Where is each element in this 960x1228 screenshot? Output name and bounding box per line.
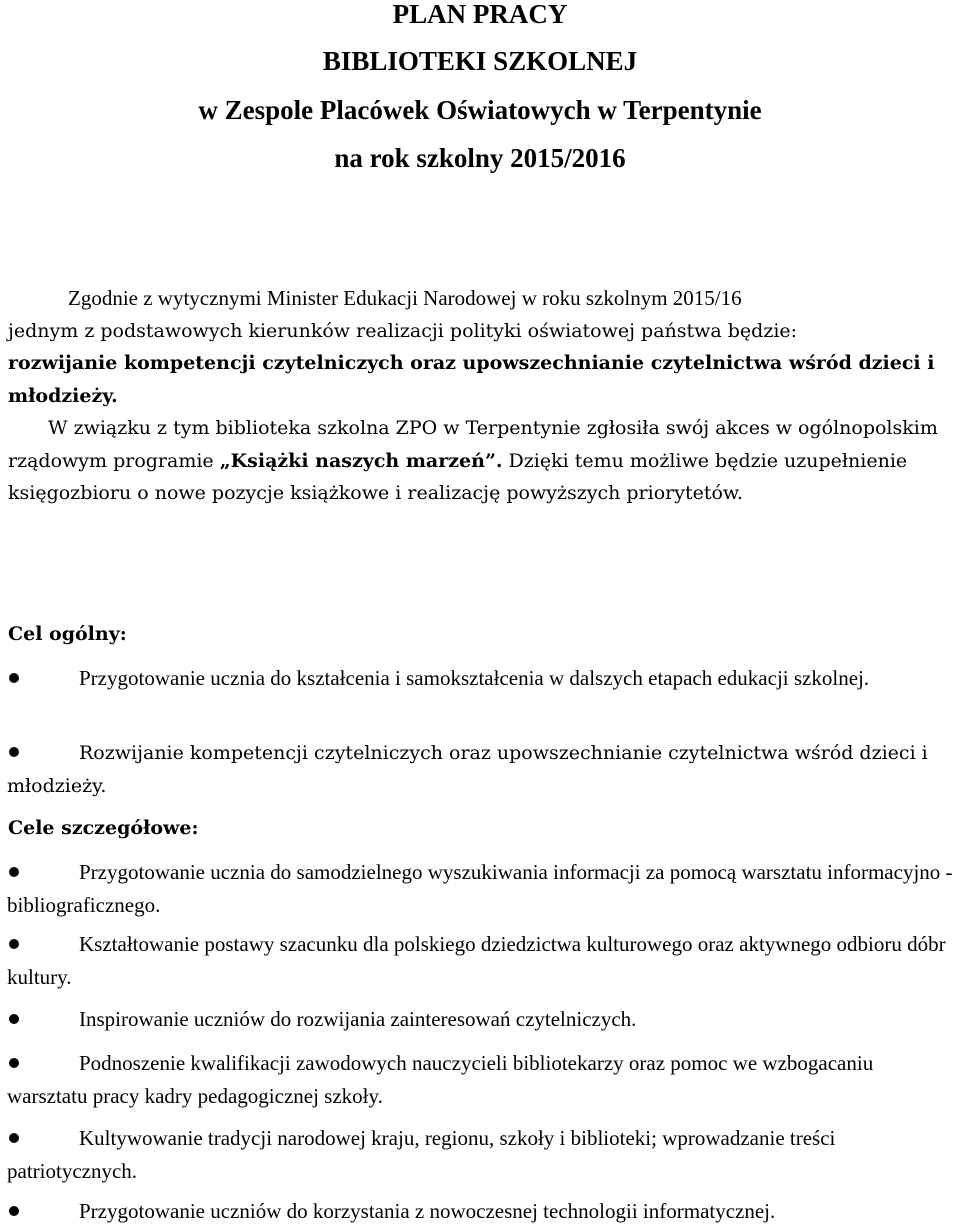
list-item: Rozwijanie kompetencji czytelniczych oraz upowszechnianie czytelnictwa wśród dzieci i młodzieży. [7, 742, 928, 797]
cele-szczegolowe-heading: Cele szczegółowe: [8, 817, 199, 839]
bullet-icon [9, 1206, 19, 1216]
program-name: „Książki naszych marzeń”. [219, 449, 503, 472]
intro-p2-end: Dzięki temu możliwe będzie uzupełnienie księgozbioru o nowe pozycje książkowe i realizację powyższych priorytetów. [8, 449, 908, 504]
intro-text [8, 282, 958, 510]
list-item: Kultywowanie tradycji narodowej kraju, regionu, szkoły i biblioteki; wprowadzanie treści patriotycznych. [7, 1126, 836, 1183]
intro-paragraph-2 [8, 412, 958, 510]
bullet-icon [9, 673, 19, 683]
bullet-icon [9, 867, 19, 877]
intro-line-2: jednym z podstawowych kierunków realizacji polityki oświatowej państwa będzie: [8, 319, 798, 342]
list-item: Przygotowanie ucznia do kształcenia i samokształcenia w dalszych etapach edukacji szkolnej. [7, 662, 957, 695]
bullet-icon [9, 939, 19, 949]
cel-ogolny-heading: Cel ogólny: [8, 623, 127, 645]
bullet-icon [9, 1133, 19, 1143]
title-line-4: na rok szkolny 2015/2016 [334, 143, 626, 173]
bullet-icon [9, 1058, 19, 1068]
intro-p2-start: W związku z tym biblioteka szkolna ZPO w Terpentynie zgłosiła swój akces w ogólnopolskim rządowym programie [8, 417, 938, 472]
list-item: Kształtowanie postawy szacunku dla polskiego dziedzictwa kulturowego oraz aktywnego odbioru dóbr kultury. [7, 932, 946, 989]
bullet-icon [9, 747, 19, 757]
list-item: Przygotowanie ucznia do samodzielnego wyszukiwania informacji za pomocą warsztatu informacyjno - bibliograficznego. [7, 860, 953, 917]
list-item: Podnoszenie kwalifikacji zawodowych nauczycieli bibliotekarzy oraz pomoc we wzbogacaniu warsztatu pracy kadry pedagogicznej szkoły. [7, 1051, 874, 1108]
title-line-3: w Zespole Placówek Oświatowych w Terpentynie [198, 95, 762, 125]
intro-priority: rozwijanie kompetencji czytelniczych oraz upowszechnianie czytelnictwa wśród dzieci i młodzieży. [8, 352, 935, 407]
list-item: Przygotowanie uczniów do korzystania z nowoczesnej technologii informatycznej. [7, 1195, 957, 1228]
bullet-icon [9, 1014, 19, 1024]
title-line-2: BIBLIOTEKI SZKOLNEJ [322, 46, 638, 76]
list-item: Inspirowanie uczniów do rozwijania zainteresowań czytelniczych. [7, 1003, 957, 1036]
intro-line-1: Zgodnie z wytycznymi Minister Edukacji Narodowej w roku szkolnym 2015/16 [68, 286, 742, 310]
title-line-1: PLAN PRACY [392, 0, 568, 29]
